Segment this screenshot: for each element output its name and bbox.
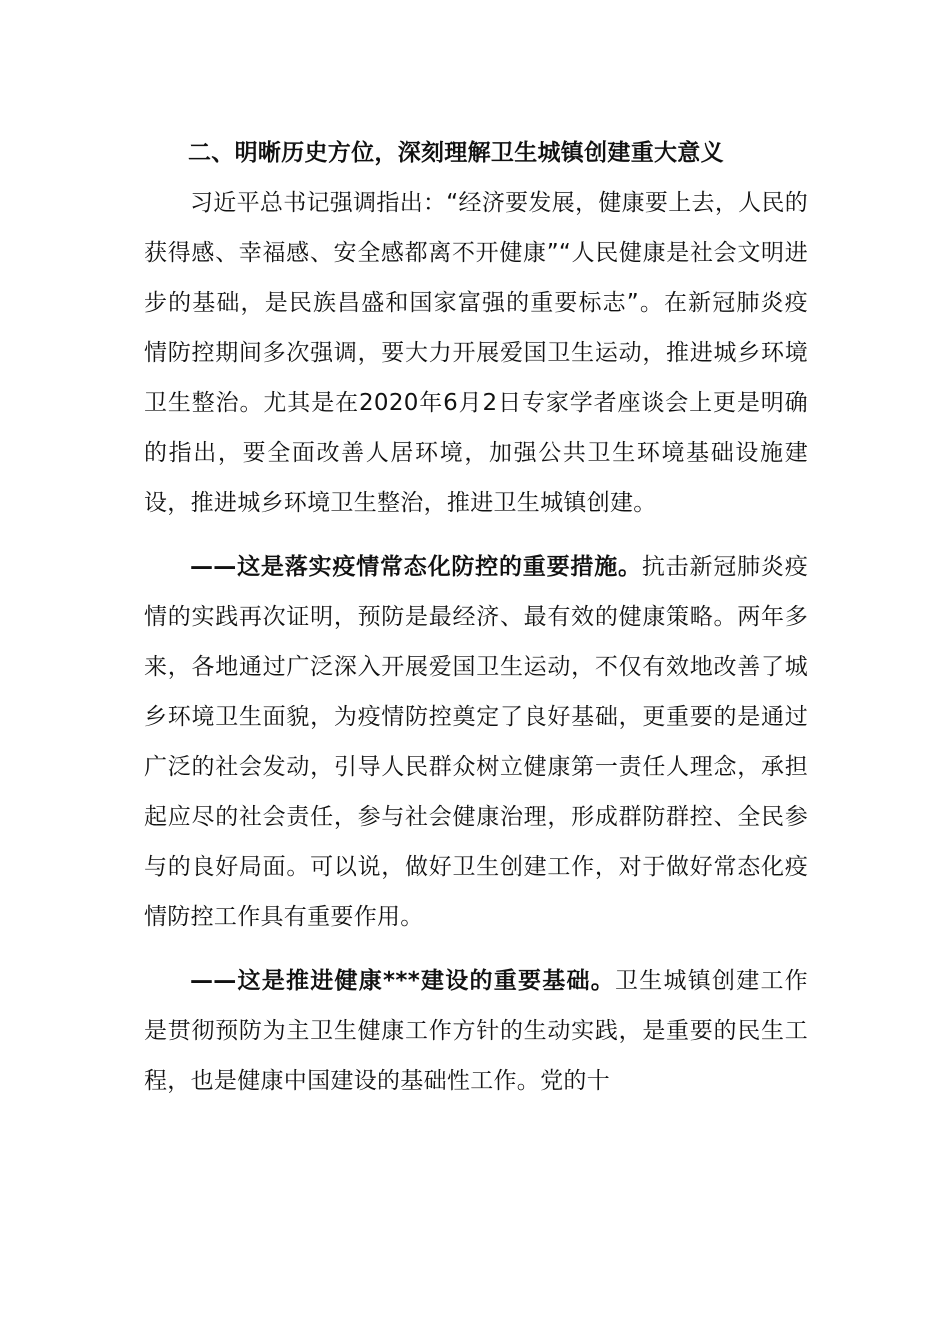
paragraph-3-body: 卫生城镇创建工作是贯彻预防为主卫生健康工作方针的生动实践，是重要的民生工程，也是健康中国建设的基础性工作。党的十 (144, 968, 808, 1094)
paragraph-3 (144, 956, 808, 1106)
paragraph-2 (144, 542, 808, 942)
paragraph-gap (144, 942, 808, 956)
paragraph-2-body: 抗击新冠肺炎疫情的实践再次证明，预防是最经济、最有效的健康策略。两年多来，各地通过广泛深入开展爱国卫生运动，不仅有效地改善了城乡环境卫生面貌，为疫情防控奠定了良好基础，更重要的是通过广泛的社会发动，引导人民群众树立健康第一责任人理念，承担起应尽的社会责任，参与社会健康治理，形成群防群控、全民参与的良好局面。可以说，做好卫生创建工作，对于做好常态化疫情防控工作具有重要作用。 (144, 554, 808, 930)
document-body (144, 128, 808, 1106)
paragraph-1: 习近平总书记强调指出：“经济要发展，健康要上去，人民的获得感、幸福感、安全感都离不开健康”“人民健康是社会文明进步的基础，是民族昌盛和国家富强的重要标志”。在新冠肺炎疫情防控期间多次强调，要大力开展爱国卫生运动，推进城乡环境卫生整治。尤其是在2020年6月2日专家学者座谈会上更是明确的指出，要全面改善人居环境，加强公共卫生环境基础设施建设，推进城乡环境卫生整治，推进卫生城镇创建。 (144, 190, 809, 516)
section-heading: 二、明晰历史方位，深刻理解卫生城镇创建重大意义 (188, 140, 724, 166)
paragraph-3-lead: ——这是推进健康***建设的重要基础。 (190, 968, 615, 994)
paragraph-2-lead: ——这是落实疫情常态化防控的重要措施。 (190, 554, 642, 580)
paragraph-gap (144, 528, 808, 542)
